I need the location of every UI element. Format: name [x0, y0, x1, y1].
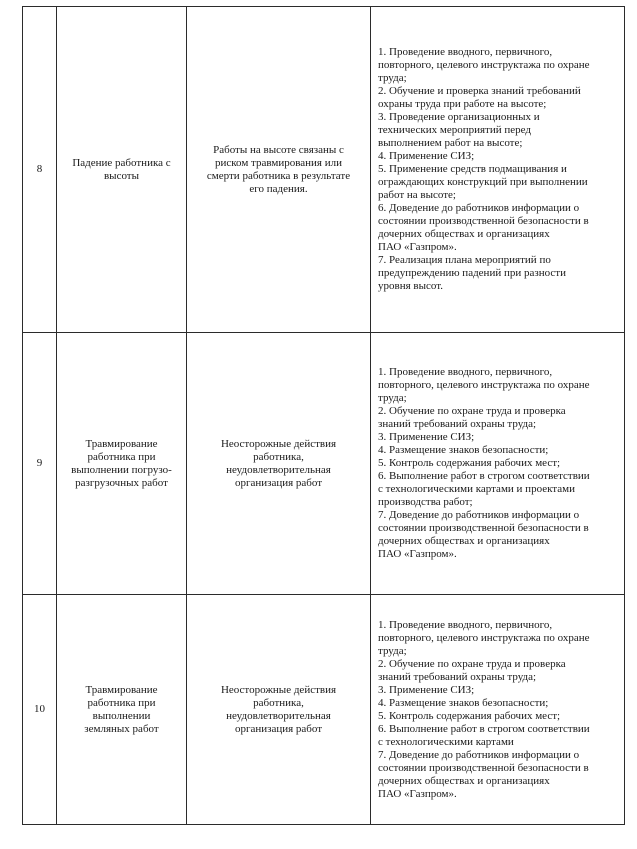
- measure-line: повторного, целевого инструктажа по охране: [378, 379, 590, 391]
- measure-line: повторного, целевого инструктажа по охране: [378, 631, 590, 644]
- measure-line: 4. Применение СИЗ;: [378, 150, 475, 162]
- measure-line: 3. Проведение организационных и: [378, 111, 540, 123]
- measure-line: повторного, целевого инструктажа по охране: [378, 59, 590, 71]
- description-cell: [187, 333, 371, 595]
- measure-line: труда;: [378, 72, 407, 84]
- description-line: работника,: [253, 696, 304, 709]
- description-line: Работы на высоте связаны с: [213, 143, 344, 156]
- measure-line: с технологическими картами: [378, 735, 514, 748]
- measure-line: состоянии производственной безопасности в: [378, 215, 589, 227]
- description-line: его падения.: [249, 182, 308, 195]
- measure-line: 7. Доведение до работников информации о: [378, 509, 580, 521]
- measure-line: 2. Обучение по охране труда и проверка: [378, 405, 566, 417]
- measure-line: 3. Применение СИЗ;: [378, 431, 475, 443]
- measure-line: дочерних обществах и организациях: [378, 228, 550, 240]
- hazard-line: Травмирование: [85, 683, 158, 696]
- measure-line: дочерних обществах и организациях: [378, 774, 550, 787]
- hazard-table: [22, 6, 625, 825]
- hazard-line: выполнении: [92, 709, 151, 722]
- table-row: [23, 333, 625, 595]
- measure-line: 2. Обучение по охране труда и проверка: [378, 657, 566, 670]
- table-row: [23, 595, 625, 825]
- description-line: неудовлетворительная: [226, 463, 331, 476]
- measure-line: 5. Применение средств подмащивания и: [378, 163, 567, 175]
- measure-line: состоянии производственной безопасности в: [378, 761, 589, 774]
- measure-line: 1. Проведение вводного, первичного,: [378, 366, 553, 378]
- hazard-cell: [57, 595, 187, 825]
- measure-line: ПАО «Газпром».: [378, 548, 457, 560]
- hazard-line: Травмирование: [85, 437, 158, 450]
- description-cell: [187, 595, 371, 825]
- hazard-line: работника при: [87, 450, 156, 463]
- measures-cell: [371, 595, 625, 825]
- measure-line: знаний требований охраны труда;: [378, 418, 537, 430]
- description-line: смерти работника в результате: [206, 169, 351, 182]
- measure-line: технических мероприятий перед: [378, 124, 531, 136]
- hazard-line: Падение работника с: [72, 156, 171, 169]
- measure-line: дочерних обществах и организациях: [378, 535, 550, 547]
- description-line: работника,: [253, 450, 304, 463]
- row-number: 8: [23, 7, 57, 333]
- hazard-line: высоты: [103, 169, 140, 182]
- measure-line: труда;: [378, 644, 407, 657]
- measure-line: 6. Выполнение работ в строгом соответствии: [378, 470, 590, 482]
- measure-line: 6. Доведение до работников информации о: [378, 202, 580, 214]
- table-row: [23, 7, 625, 333]
- description-line: риском травмирования или: [214, 156, 342, 169]
- measure-line: труда;: [378, 392, 407, 404]
- measure-line: 1. Проведение вводного, первичного,: [378, 46, 553, 58]
- measure-line: предупреждению падений при разности: [378, 267, 566, 279]
- description-line: Неосторожные действия: [220, 683, 337, 696]
- measure-line: производства работ;: [378, 496, 473, 508]
- measure-line: с технологическими картами и проектами: [378, 483, 575, 495]
- hazard-cell: [57, 7, 187, 333]
- measure-line: 7. Доведение до работников информации о: [378, 748, 580, 761]
- measure-line: 7. Реализация плана мероприятий по: [378, 254, 551, 266]
- measure-line: 5. Контроль содержания рабочих мест;: [378, 709, 561, 722]
- measure-line: 5. Контроль содержания рабочих мест;: [378, 457, 561, 469]
- measure-line: работ на высоте;: [378, 189, 456, 201]
- measure-line: 1. Проведение вводного, первичного,: [378, 618, 553, 631]
- hazard-line: работника при: [87, 696, 156, 709]
- measures-cell: [371, 7, 625, 333]
- measure-line: выполнением работ на высоте;: [378, 137, 523, 149]
- description-line: организация работ: [234, 722, 323, 735]
- measure-line: ПАО «Газпром».: [378, 787, 457, 800]
- measure-line: 4. Размещение знаков безопасности;: [378, 696, 549, 709]
- hazard-line: земляных работ: [84, 722, 159, 735]
- measure-line: состоянии производственной безопасности в: [378, 522, 589, 534]
- description-line: неудовлетворительная: [226, 709, 331, 722]
- measure-line: 2. Обучение и проверка знаний требований: [378, 85, 581, 97]
- description-line: организация работ: [234, 476, 323, 489]
- measure-line: 4. Размещение знаков безопасности;: [378, 444, 549, 456]
- measure-line: ПАО «Газпром».: [378, 241, 457, 253]
- description-cell: [187, 7, 371, 333]
- row-number: 9: [23, 333, 57, 595]
- measure-line: охраны труда при работе на высоте;: [378, 98, 547, 110]
- measure-line: уровня высот.: [378, 280, 443, 292]
- description-line: Неосторожные действия: [220, 437, 337, 450]
- row-number: 10: [23, 595, 57, 825]
- measure-line: 3. Применение СИЗ;: [378, 683, 475, 696]
- hazard-line: разгрузочных работ: [75, 476, 168, 489]
- measure-line: знаний требований охраны труда;: [378, 670, 537, 683]
- measure-line: 6. Выполнение работ в строгом соответствии: [378, 722, 590, 735]
- hazard-cell: [57, 333, 187, 595]
- measure-line: ограждающих конструкций при выполнении: [378, 176, 588, 188]
- hazard-line: выполнении погрузо-: [71, 463, 172, 476]
- measures-cell: [371, 333, 625, 595]
